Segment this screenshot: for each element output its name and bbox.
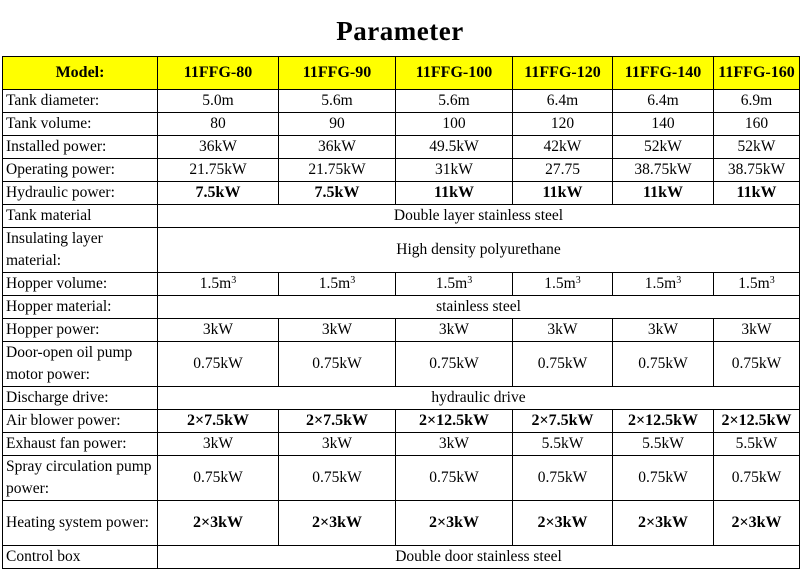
model-header: 11FFG-80 bbox=[158, 57, 279, 90]
table-cell: 3kW bbox=[396, 319, 513, 342]
table-cell: 3kW bbox=[279, 319, 396, 342]
superscript: 3 bbox=[676, 275, 682, 286]
table-row bbox=[3, 410, 800, 433]
table-cell-merged: stainless steel bbox=[158, 296, 800, 319]
table-cell: 0.75kW bbox=[714, 456, 800, 501]
table-cell: 7.5kW bbox=[279, 182, 396, 205]
table-cell: 3kW bbox=[279, 433, 396, 456]
table-cell: 11kW bbox=[714, 182, 800, 205]
row-label: Tank diameter: bbox=[3, 90, 158, 113]
table-cell: 11kW bbox=[513, 182, 613, 205]
table-cell: 140 bbox=[613, 113, 714, 136]
table-row bbox=[3, 319, 800, 342]
table-cell: 0.75kW bbox=[158, 342, 279, 387]
table-cell-merged: Double door stainless steel bbox=[158, 546, 800, 569]
table-cell: 21.75kW bbox=[279, 159, 396, 182]
table-cell: 5.6m bbox=[396, 90, 513, 113]
table-cell: 2×12.5kW bbox=[613, 410, 714, 433]
table-cell: 90 bbox=[279, 113, 396, 136]
table-cell: 38.75kW bbox=[714, 159, 800, 182]
table-cell: 0.75kW bbox=[396, 342, 513, 387]
table-cell: 2×3kW bbox=[279, 501, 396, 546]
table-cell: 11kW bbox=[613, 182, 714, 205]
table-cell: 38.75kW bbox=[613, 159, 714, 182]
model-header: 11FFG-90 bbox=[279, 57, 396, 90]
table-cell bbox=[613, 273, 714, 296]
table-cell bbox=[396, 273, 513, 296]
table-cell-merged: High density polyurethane bbox=[158, 228, 800, 273]
table-cell: 160 bbox=[714, 113, 800, 136]
table-cell: 36kW bbox=[279, 136, 396, 159]
row-label: Tank material bbox=[3, 205, 158, 228]
row-label: Door-open oil pump motor power: bbox=[3, 342, 158, 387]
model-header: 11FFG-140 bbox=[613, 57, 714, 90]
table-row bbox=[3, 136, 800, 159]
superscript: 3 bbox=[231, 275, 237, 286]
table-row bbox=[3, 273, 800, 296]
table-cell: 0.75kW bbox=[158, 456, 279, 501]
table-row bbox=[3, 90, 800, 113]
hopper-volume-value: 1.5m bbox=[644, 275, 677, 292]
table-cell: 49.5kW bbox=[396, 136, 513, 159]
superscript: 3 bbox=[769, 275, 775, 286]
table-row bbox=[3, 501, 800, 546]
superscript: 3 bbox=[575, 275, 581, 286]
table-cell: 42kW bbox=[513, 136, 613, 159]
row-label: Heating system power: bbox=[3, 501, 158, 546]
table-cell: 2×3kW bbox=[613, 501, 714, 546]
row-label: Installed power: bbox=[3, 136, 158, 159]
superscript: 3 bbox=[467, 275, 473, 286]
row-label: Hopper volume: bbox=[3, 273, 158, 296]
table-cell: 0.75kW bbox=[613, 342, 714, 387]
table-cell: 3kW bbox=[158, 433, 279, 456]
table-cell: 0.75kW bbox=[279, 342, 396, 387]
hopper-volume-value: 1.5m bbox=[199, 275, 232, 292]
table-cell-merged: hydraulic drive bbox=[158, 387, 800, 410]
model-header: 11FFG-120 bbox=[513, 57, 613, 90]
table-cell: 3kW bbox=[714, 319, 800, 342]
table-cell: 11kW bbox=[396, 182, 513, 205]
table-row bbox=[3, 159, 800, 182]
table-cell: 0.75kW bbox=[279, 456, 396, 501]
hopper-volume-value: 1.5m bbox=[544, 275, 576, 292]
table-cell: 5.5kW bbox=[613, 433, 714, 456]
table-cell: 0.75kW bbox=[513, 456, 613, 501]
table-cell: 5.0m bbox=[158, 90, 279, 113]
table-cell: 6.4m bbox=[513, 90, 613, 113]
table-cell: 2×3kW bbox=[158, 501, 279, 546]
table-cell: 5.6m bbox=[279, 90, 396, 113]
table-cell: 2×12.5kW bbox=[714, 410, 800, 433]
row-label: Hopper material: bbox=[3, 296, 158, 319]
table-row bbox=[3, 182, 800, 205]
table-cell: 5.5kW bbox=[714, 433, 800, 456]
row-label: Insulating layer material: bbox=[3, 228, 158, 273]
table-cell: 100 bbox=[396, 113, 513, 136]
table-cell: 6.9m bbox=[714, 90, 800, 113]
table-cell: 6.4m bbox=[613, 90, 714, 113]
row-label: Air blower power: bbox=[3, 410, 158, 433]
table-cell: 3kW bbox=[513, 319, 613, 342]
table-cell: 2×3kW bbox=[396, 501, 513, 546]
table-cell: 7.5kW bbox=[158, 182, 279, 205]
table-row bbox=[3, 228, 800, 273]
header-model-label: Model: bbox=[3, 57, 158, 90]
hopper-volume-value: 1.5m bbox=[738, 275, 770, 292]
table-cell: 120 bbox=[513, 113, 613, 136]
table-cell: 2×7.5kW bbox=[513, 410, 613, 433]
table-cell: 0.75kW bbox=[513, 342, 613, 387]
table-cell: 5.5kW bbox=[513, 433, 613, 456]
table-cell bbox=[279, 273, 396, 296]
table-header-row bbox=[3, 57, 800, 90]
table-cell: 2×3kW bbox=[714, 501, 800, 546]
table-cell: 80 bbox=[158, 113, 279, 136]
table-cell: 0.75kW bbox=[396, 456, 513, 501]
model-header: 11FFG-100 bbox=[396, 57, 513, 90]
table-cell: 0.75kW bbox=[613, 456, 714, 501]
table-cell: 21.75kW bbox=[158, 159, 279, 182]
table-cell bbox=[158, 273, 279, 296]
table-cell: 2×7.5kW bbox=[279, 410, 396, 433]
table-row bbox=[3, 433, 800, 456]
page-title: Parameter bbox=[336, 16, 464, 46]
row-label: Control box bbox=[3, 546, 158, 569]
table-row bbox=[3, 456, 800, 501]
table-row bbox=[3, 205, 800, 228]
row-label: Discharge drive: bbox=[3, 387, 158, 410]
row-label: Spray circulation pump power: bbox=[3, 456, 158, 501]
table-cell: 3kW bbox=[613, 319, 714, 342]
table-cell: 3kW bbox=[158, 319, 279, 342]
hopper-volume-value: 1.5m bbox=[435, 275, 468, 292]
hopper-volume-value: 1.5m bbox=[318, 275, 351, 292]
table-cell: 31kW bbox=[396, 159, 513, 182]
table-cell: 52kW bbox=[714, 136, 800, 159]
superscript: 3 bbox=[350, 275, 356, 286]
table-cell bbox=[714, 273, 800, 296]
table-cell: 36kW bbox=[158, 136, 279, 159]
row-label: Exhaust fan power: bbox=[3, 433, 158, 456]
row-label: Tank volume: bbox=[3, 113, 158, 136]
table-cell: 2×7.5kW bbox=[158, 410, 279, 433]
table-row bbox=[3, 387, 800, 410]
table-row bbox=[3, 296, 800, 319]
row-label: Hydraulic power: bbox=[3, 182, 158, 205]
model-header: 11FFG-160 bbox=[714, 57, 800, 90]
row-label: Hopper power: bbox=[3, 319, 158, 342]
table-row bbox=[3, 342, 800, 387]
table-cell-merged: Double layer stainless steel bbox=[158, 205, 800, 228]
table-cell: 0.75kW bbox=[714, 342, 800, 387]
table-cell: 3kW bbox=[396, 433, 513, 456]
table-row bbox=[3, 546, 800, 569]
table-cell bbox=[513, 273, 613, 296]
table-cell: 27.75 bbox=[513, 159, 613, 182]
table-cell: 52kW bbox=[613, 136, 714, 159]
table-row bbox=[3, 113, 800, 136]
table-cell: 2×12.5kW bbox=[396, 410, 513, 433]
row-label: Operating power: bbox=[3, 159, 158, 182]
parameter-table bbox=[2, 56, 800, 569]
table-cell: 2×3kW bbox=[513, 501, 613, 546]
